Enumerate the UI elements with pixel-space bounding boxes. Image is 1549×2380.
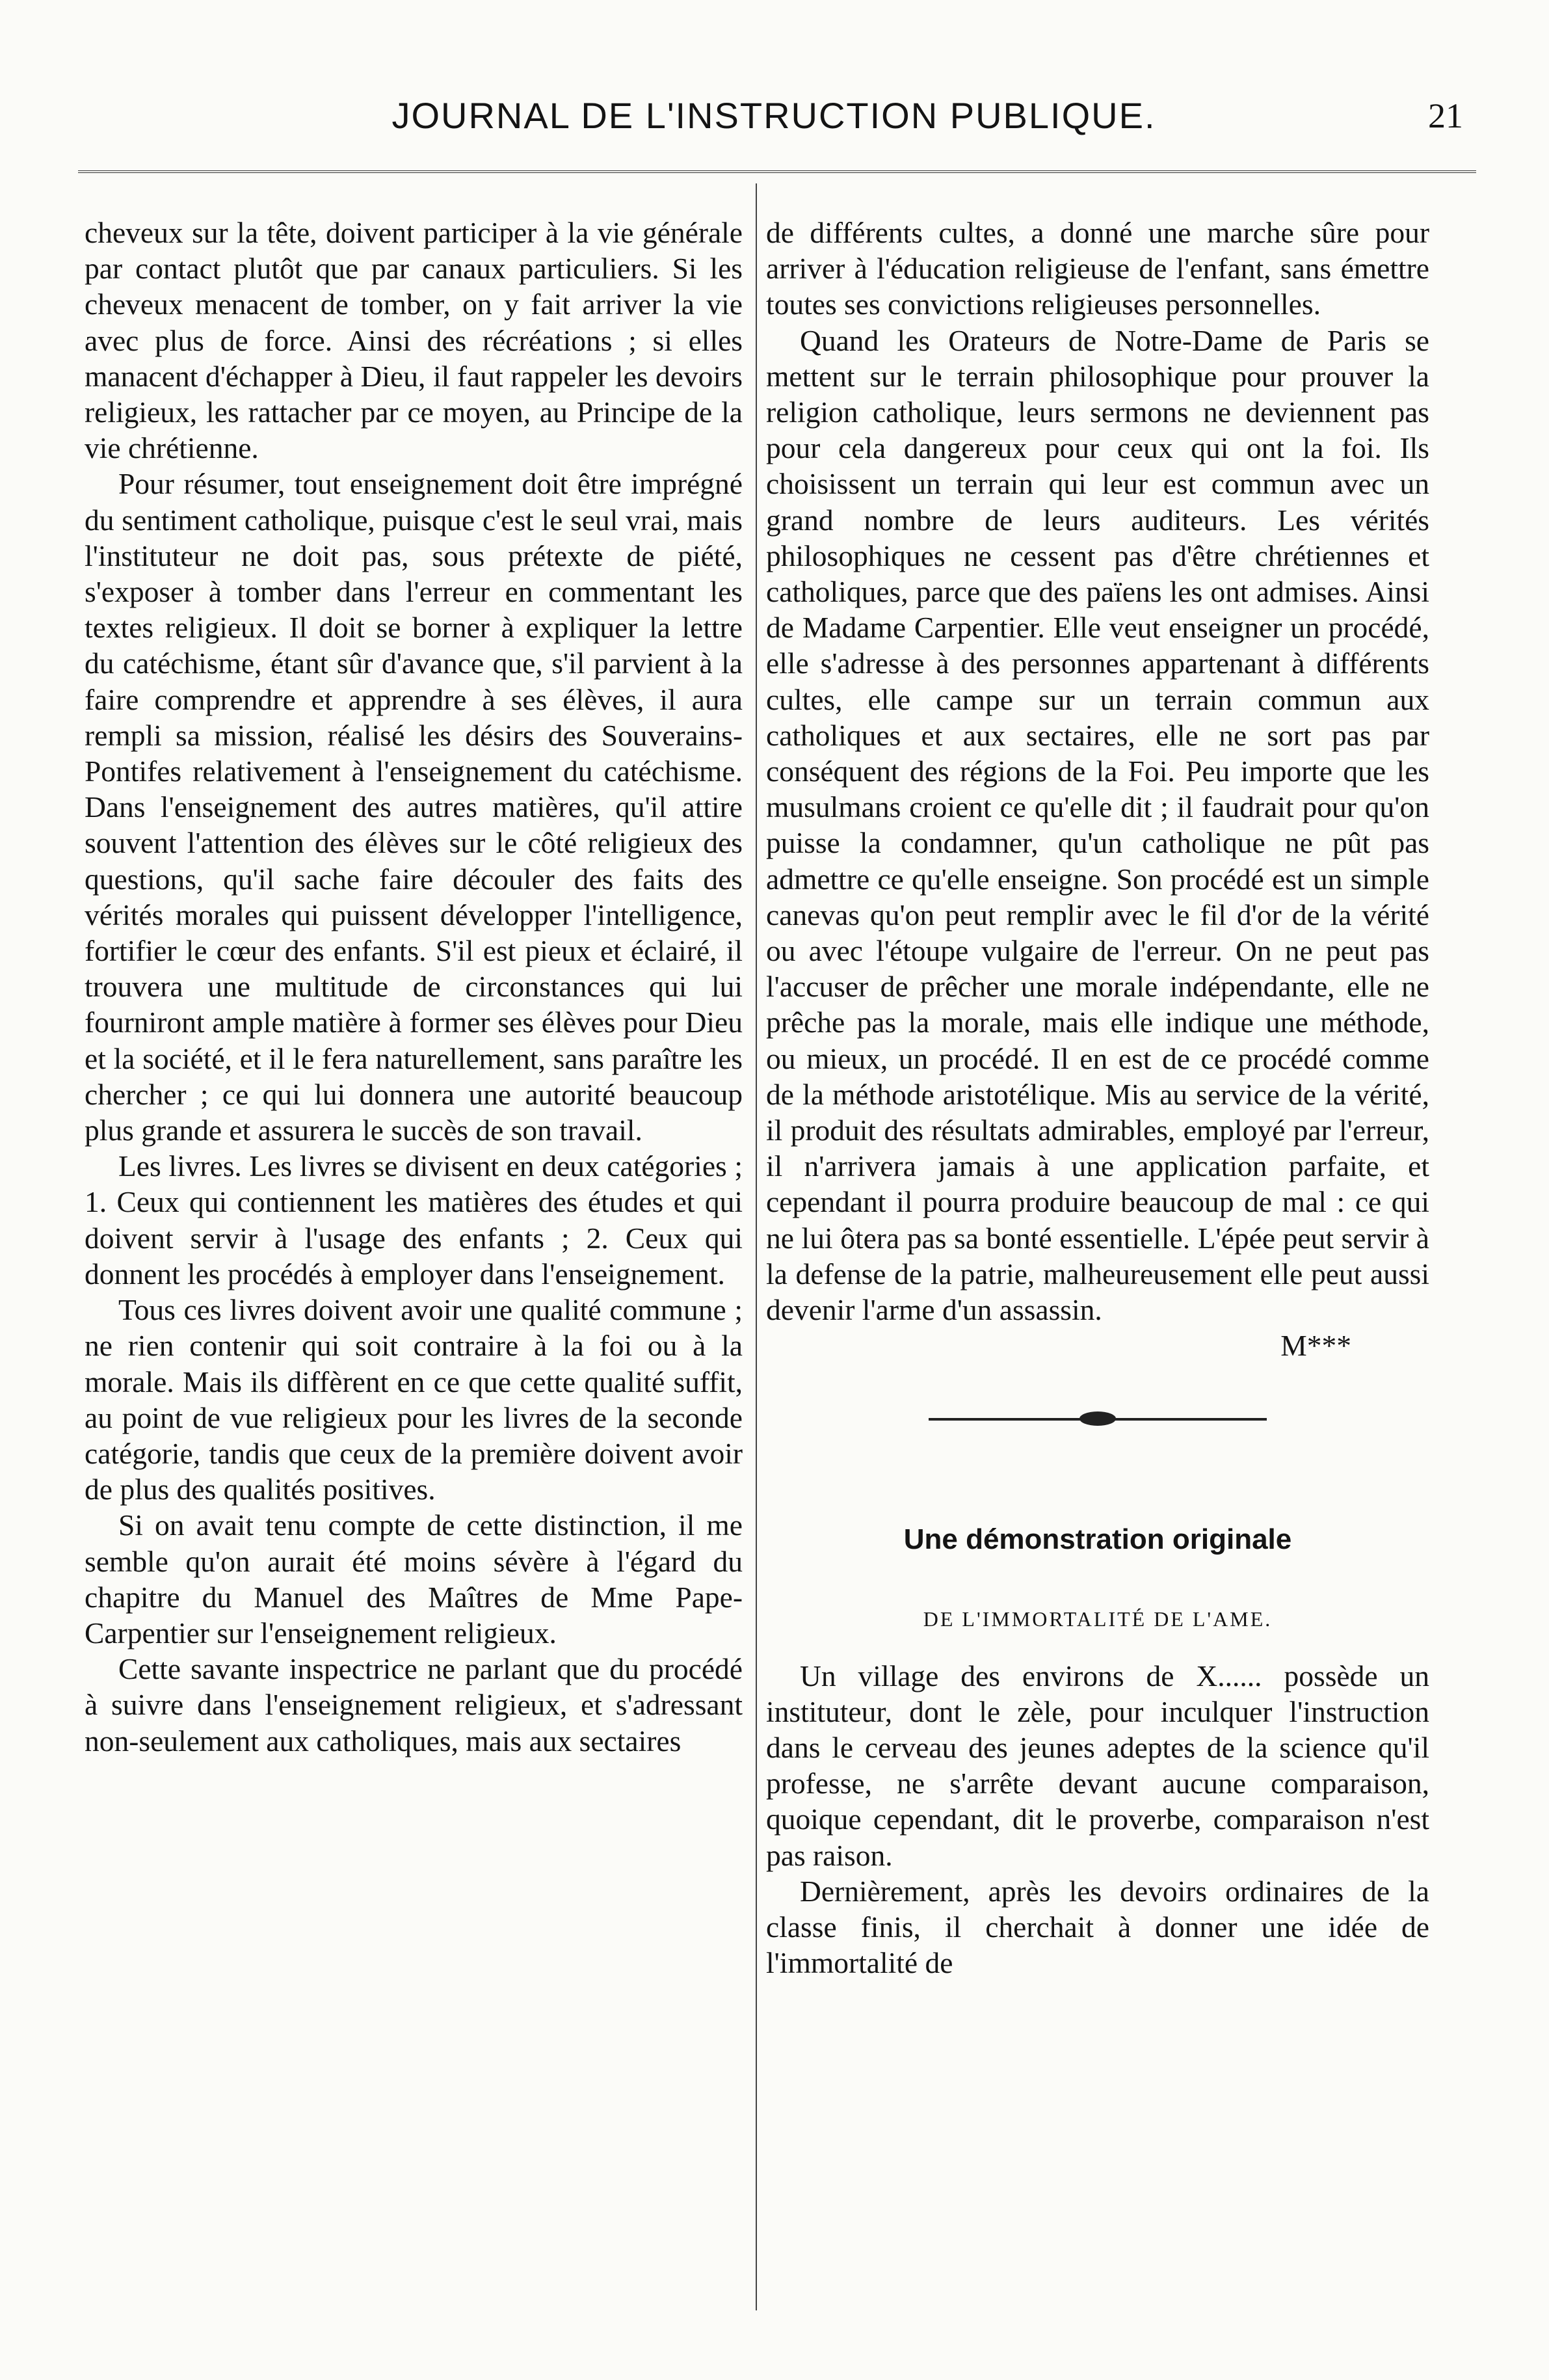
- left-paragraph-6: Cette savante inspectrice ne parlant que du procédé à suivre dans l'enseignement religieux, et s'adressant non-seulement aux catholiques, mais aux sectaires: [85, 1652, 743, 1758]
- article-subtitle: DE L'IMMORTALITÉ DE L'AME.: [923, 1607, 1273, 1631]
- section-ornament: [929, 1410, 1267, 1429]
- right-paragraph-4: Dernièrement, après les devoirs ordinaires de la classe finis, il cherchait à donner une idée de l'immortalité de: [766, 1874, 1429, 1980]
- left-paragraph-1: cheveux sur la tête, doivent participer à la vie générale par contact plutôt que par canaux particuliers. Si les cheveux menacent de tomber, on y fait arriver la vie avec plus de force. Ainsi des récréations ; si elles manacent d'échapper à Dieu, il faut rappeler les devoirs religieux, les rattacher par ce moyen, au Principe de la vie chrétienne.: [85, 216, 743, 465]
- right-column: [766, 215, 1429, 1981]
- page-number: 21: [1428, 96, 1463, 135]
- author-signature: M***: [1280, 1329, 1351, 1363]
- left-paragraph-2: Pour résumer, tout enseignement doit être imprégné du sentiment catholique, puisque c'est le seul vrai, mais l'instituteur ne doit pas, sous prétexte de piété, s'exposer à tomber dans l'erreur en commentant les textes religieux. Il doit se borner à expliquer la lettre du catéchisme, étant sûr d'avance que, s'il parvient à la faire comprendre et apprendre à ses élèves, il aura rempli sa mission, réalisé les désirs des Souverains-Pontifes relativement à l'enseignement du catéchisme. Dans l'enseignement des autres matières, qu'il attire souvent l'attention des élèves sur le côté religieux des questions, qu'il sache faire découler des faits des vérités morales qui puissent développer l'intelligence, fortifier le cœur des enfants. S'il est pieux et éclairé, il trouvera une multitude de circonstances qui lui fourniront ample matière à former ses élèves pour Dieu et la société, et il le fera naturellement, sans paraître les chercher ; ce qui lui donnera une autorité beaucoup plus grande et assurera le succès de son travail.: [85, 467, 743, 1147]
- left-paragraph-4: Tous ces livres doivent avoir une qualité commune ; ne rien contenir qui soit contraire à la foi ou à la morale. Mais ils diffèrent en ce que cette qualité suffit, au point de vue religieux pour les livres de la seconde catégorie, tandis que ceux de la première doivent avoir de plus des qualités positives.: [85, 1293, 743, 1506]
- left-column: [85, 215, 743, 1759]
- header-rule: [78, 170, 1476, 173]
- column-divider: [756, 183, 757, 2310]
- ornament-diamond: [1079, 1411, 1116, 1426]
- right-paragraph-1: de différents cultes, a donné une marche sûre pour arriver à l'éducation religieuse de l'enfant, sans émettre toutes ses convictions religieuses personnelles.: [766, 216, 1429, 321]
- right-paragraph-2: Quand les Orateurs de Notre-Dame de Paris se mettent sur le terrain philosophique pour prouver la religion catholique, leurs sermons ne deviennent pas pour cela dangereux pour ceux qui ont la foi. Ils choisissent un terrain qui leur est commun avec un grand nombre de leurs auditeurs. Les vérités philosophiques ne cessent pas d'être chrétiennes et catholiques, parce que des païens les ont admises. Ainsi de Madame Carpentier. Elle veut enseigner un procédé, elle s'adresse à des personnes appartenant à différents cultes, elle campe sur un terrain commun aux catholiques et aux sectaires, elle ne sort pas par conséquent des régions de la Foi. Peu importe que les musulmans croient ce qu'elle dit ; il faudrait pour qu'on puisse la condamner, qu'un catholique ne pût pas admettre ce qu'elle enseigne. Son procédé est un simple canevas qu'on peut remplir avec le fil d'or de la vérité ou avec l'étoupe vulgaire de l'erreur. On ne peut pas l'accuser de prêcher une morale indépendante, elle ne prêche pas la morale, mais elle indique une méthode, ou mieux, un procédé. Il en est de ce procédé comme de la méthode aristotélique. Mis au service de la vérité, il produit des résultats admirables, employé par l'erreur, il n'arrivera jamais à une application parfaite, et cependant il pourra produire beaucoup de mal : ce qui ne lui ôtera pas sa bonté essentielle. L'épée peut servir à la defense de la patrie, malheureusement elle peut aussi devenir l'arme d'un assassin.: [766, 323, 1429, 1327]
- journal-title: JOURNAL DE L'INSTRUCTION PUBLIQUE.: [391, 95, 1156, 136]
- left-paragraph-3: Les livres. Les livres se divisent en deux catégories ; 1. Ceux qui contiennent les matières des études et qui doivent servir à l'usage des enfants ; 2. Ceux qui donnent les procédés à employer dans l'enseignement.: [85, 1149, 743, 1290]
- left-paragraph-5: Si on avait tenu compte de cette distinction, il me semble qu'on aurait été moins sévère à l'égard du chapitre du Manuel des Maîtres de Mme Pape-Carpentier sur l'enseignement religieux.: [85, 1508, 743, 1650]
- article-title: Une démonstration originale: [903, 1523, 1292, 1555]
- right-paragraph-3: Un village des environs de X...... possède un instituteur, dont le zèle, pour inculquer l'instruction dans le cerveau des jeunes adeptes de la science qu'il professe, ne s'arrête devant aucune comparaison, quoique cependant, dit le proverbe, comparaison n'est pas raison.: [766, 1659, 1429, 1872]
- page-header: [85, 90, 1463, 148]
